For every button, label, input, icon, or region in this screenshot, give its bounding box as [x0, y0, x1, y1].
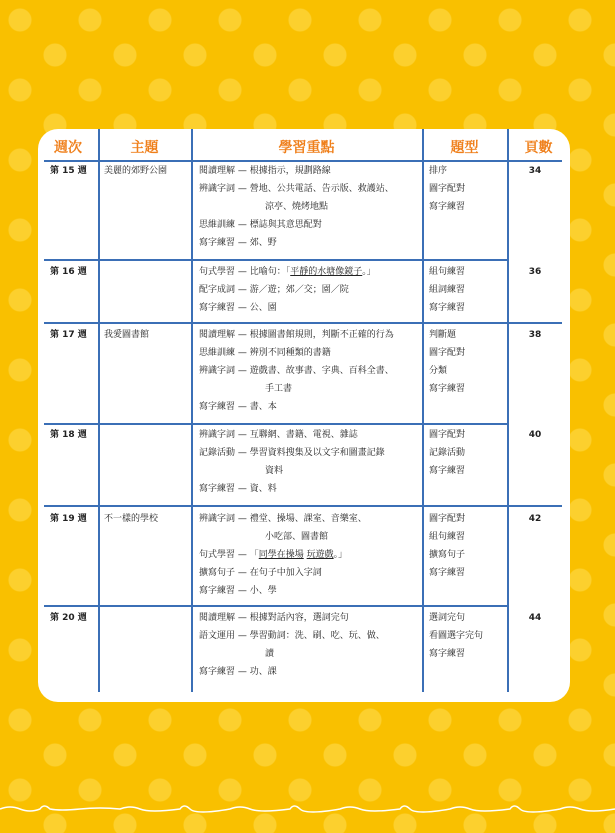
point-line: 辨識字詞 — 遊戲書、故事書、字典、百科全書、: [199, 366, 394, 376]
type-item: 組詞練習: [429, 285, 466, 295]
point-line: 寫字練習 — 資、料: [199, 484, 277, 494]
question-types: [429, 510, 465, 582]
squiggle-border: [0, 799, 615, 817]
type-item: 排序: [429, 166, 448, 176]
week-label: 第 17 週: [50, 330, 87, 340]
underlined-phrase: 同學在操場: [258, 550, 304, 560]
point-line: 寫字練習 — 功、課: [199, 667, 277, 677]
topic-label: 我愛圖書館: [104, 330, 150, 340]
type-item: 圖字配對: [429, 184, 466, 194]
point-line: 寫字練習 — 郊、野: [199, 238, 277, 248]
type-item: 圖字配對: [429, 514, 466, 524]
learning-points: [199, 326, 394, 416]
type-item: 組句練習: [429, 267, 466, 277]
point-line: 記錄活動 — 學習資料搜集及以文字和圖畫記錄: [199, 448, 385, 458]
point-line: 辨識字詞 — 禮堂、操場、課室、音樂室、: [199, 514, 367, 524]
type-item: 選詞完句: [429, 613, 466, 623]
topic-label: 美麗的郊野公園: [104, 166, 168, 176]
question-types: [429, 263, 465, 317]
type-item: 寫字練習: [429, 384, 466, 394]
point-line: 辨識字詞 — 營地、公共電話、告示版、救護站、: [199, 184, 394, 194]
week-label: 第 18 週: [50, 430, 87, 440]
header-week: 週次: [54, 140, 82, 156]
type-item: 寫字練習: [429, 568, 466, 578]
type-item: 寫字練習: [429, 466, 466, 476]
page-number: 40: [528, 430, 542, 440]
type-item: 寫字練習: [429, 649, 466, 659]
point-line: 思維訓練 — 辨別不同種類的書籍: [199, 348, 331, 358]
question-types: [429, 162, 465, 216]
learning-points: [199, 162, 394, 252]
type-item: 組句練習: [429, 532, 466, 542]
week-label: 第 20 週: [50, 613, 87, 623]
point-line: 小吃部、圖書館: [265, 532, 329, 542]
column-divider: [191, 129, 193, 692]
question-types: [429, 426, 465, 480]
page-number: 42: [528, 514, 542, 524]
page-number: 34: [528, 166, 542, 176]
point-line: 手工書: [265, 384, 293, 394]
header-topic: 主題: [130, 140, 159, 156]
column-divider: [98, 129, 100, 692]
point-line: 閱讀理解 — 根據圖書館規則，判斷不正確的行為: [199, 330, 394, 340]
row-rule: [44, 322, 562, 324]
learning-points: [199, 263, 376, 317]
question-types: [429, 326, 465, 398]
page-number: 44: [528, 613, 542, 623]
type-item: 記錄活動: [429, 448, 466, 458]
schedule-table: [38, 129, 570, 702]
learning-points: [199, 510, 367, 600]
point-line: 涼亭、燒烤地點: [265, 202, 329, 212]
point-line: 擴寫句子 — 在句子中加入字詞: [199, 568, 322, 578]
week-label: 第 16 週: [50, 267, 87, 277]
point-line: 寫字練習 — 公、園: [199, 303, 277, 313]
row-rule: [44, 605, 507, 607]
week-label: 第 15 週: [50, 166, 87, 176]
header-page: 頁數: [524, 140, 553, 156]
header-type: 題型: [450, 140, 479, 156]
topic-label: 不一樣的學校: [104, 514, 159, 524]
row-rule: [44, 259, 507, 261]
point-line: 寫字練習 — 小、學: [199, 586, 277, 596]
point-line: 閱讀理解 — 根據指示，規劃路線: [199, 166, 331, 176]
page-number: 38: [528, 330, 542, 340]
learning-points: [199, 426, 385, 498]
type-item: 擴寫句子: [429, 550, 466, 560]
point-line: 寫字練習 — 書、本: [199, 402, 277, 412]
type-item: 判斷題: [429, 330, 457, 340]
point-line: 辨識字詞 — 互聯網、書籍、電視、雜誌: [199, 430, 358, 440]
point-line: 資料: [265, 466, 284, 476]
underlined-phrase: 平靜的水塘像鏡子: [290, 267, 363, 277]
type-item: 寫字練習: [429, 202, 466, 212]
type-item: 圖字配對: [429, 430, 466, 440]
header-points: 學習重點: [278, 140, 335, 156]
table-header: [38, 129, 570, 161]
row-rule: [44, 505, 562, 507]
row-rule: [44, 423, 507, 425]
point-line: 語文運用 — 學習動詞：洗、刷、吃、玩、做、: [199, 631, 385, 641]
type-item: 圖字配對: [429, 348, 466, 358]
point-line: 閱讀理解 — 根據對話內容，選詞完句: [199, 613, 349, 623]
type-item: 看圖選字完句: [429, 631, 484, 641]
point-line: 句式學習 — 「同學在操場 玩遊戲。」: [199, 550, 348, 560]
page-number: 36: [528, 267, 542, 277]
week-label: 第 19 週: [50, 514, 87, 524]
column-divider: [422, 129, 424, 692]
point-line: 配字成詞 — 游／遊；郊／交；園／院: [199, 285, 349, 295]
type-item: 寫字練習: [429, 303, 466, 313]
type-item: 分類: [429, 366, 448, 376]
point-line: 思維訓練 — 標誌與其意思配對: [199, 220, 322, 230]
point-line: 讀: [265, 649, 275, 659]
learning-points: [199, 609, 385, 681]
point-line: 句式學習 — 比喻句：「平靜的水塘像鏡子。」: [199, 267, 376, 277]
question-types: [429, 609, 483, 663]
column-divider: [507, 129, 509, 692]
underlined-phrase: 玩遊戲: [306, 550, 334, 560]
